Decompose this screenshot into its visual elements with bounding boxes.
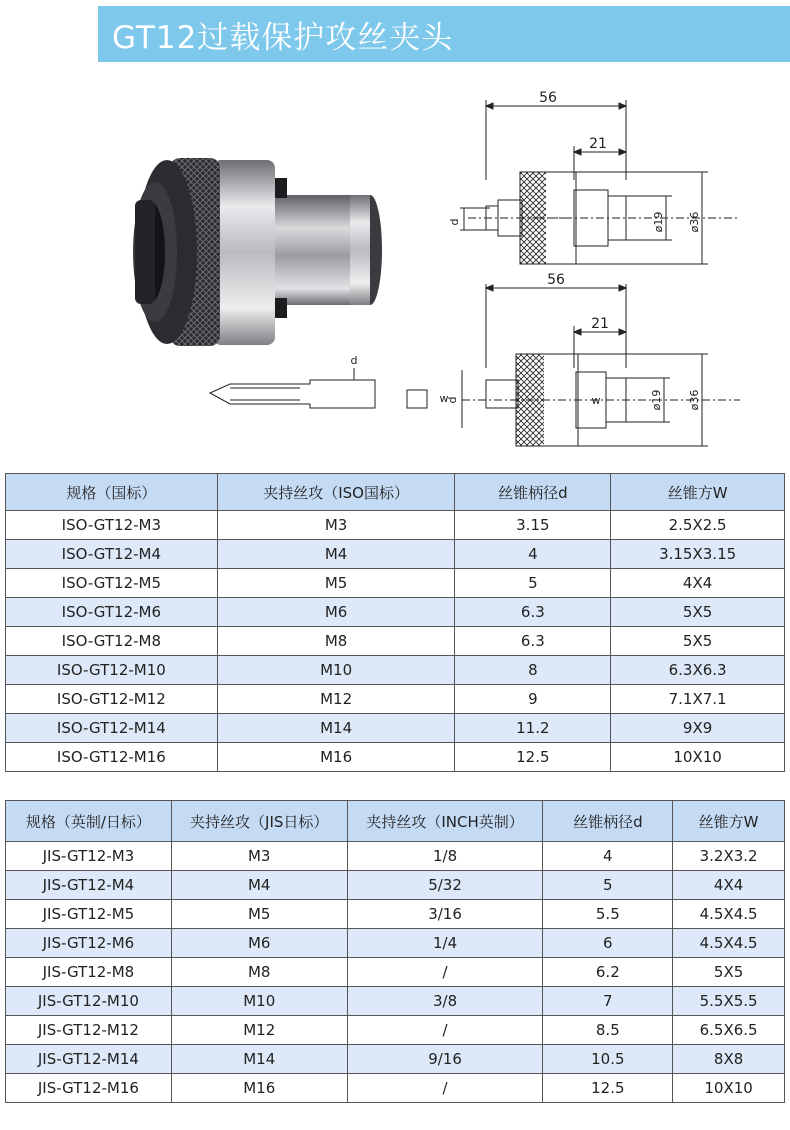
table-cell: 5.5X5.5 <box>673 987 785 1016</box>
table-cell: M12 <box>217 685 455 714</box>
table-cell: 10X10 <box>673 1074 785 1103</box>
table-cell: M14 <box>171 1045 347 1074</box>
table-cell: 8 <box>455 656 611 685</box>
table-row <box>6 569 785 598</box>
table-cell: 1/8 <box>347 842 543 871</box>
table-cell: 6.5X6.5 <box>673 1016 785 1045</box>
bottom-d-label: d <box>446 396 459 404</box>
tap-d-label: d <box>350 354 358 367</box>
table-cell: 3/8 <box>347 987 543 1016</box>
table-cell: JIS-GT12-M4 <box>6 871 172 900</box>
top-length-label: 56 <box>539 90 557 106</box>
table-cell: JIS-GT12-M5 <box>6 900 172 929</box>
table-row <box>6 987 785 1016</box>
table-cell: ISO-GT12-M5 <box>6 569 218 598</box>
table-cell: 11.2 <box>455 714 611 743</box>
table-cell: M6 <box>171 929 347 958</box>
table-cell: M12 <box>171 1016 347 1045</box>
table-cell: 6.3 <box>455 627 611 656</box>
table-cell: M3 <box>217 511 455 540</box>
table-row <box>6 511 785 540</box>
bottom-dimension-drawing <box>200 268 760 468</box>
table-row <box>6 685 785 714</box>
table-row <box>6 1074 785 1103</box>
bottom-dia-small-label: ø19 <box>650 389 663 411</box>
table-row <box>6 714 785 743</box>
table-cell: 5.5 <box>543 900 673 929</box>
bottom-length-label: 56 <box>547 272 565 288</box>
table-cell: M10 <box>217 656 455 685</box>
table-cell: ISO-GT12-M8 <box>6 627 218 656</box>
table-cell: 4X4 <box>611 569 785 598</box>
table-cell: 5/32 <box>347 871 543 900</box>
table-cell: 4 <box>455 540 611 569</box>
table-cell: JIS-GT12-M3 <box>6 842 172 871</box>
table-cell: ISO-GT12-M10 <box>6 656 218 685</box>
table-cell: / <box>347 1016 543 1045</box>
top-dimension-drawing <box>440 80 760 280</box>
bottom-w-label: w <box>591 394 601 407</box>
table-row <box>6 627 785 656</box>
table1-header-shank: 丝锥柄径d <box>455 474 611 511</box>
table-row <box>6 842 785 871</box>
bottom-shank-label: 21 <box>591 316 609 332</box>
table-row <box>6 929 785 958</box>
table-cell: 10X10 <box>611 743 785 772</box>
table-cell: / <box>347 958 543 987</box>
page-title: GT12过载保护攻丝夹头 <box>112 19 454 56</box>
iso-spec-table <box>5 473 785 772</box>
table-row <box>6 540 785 569</box>
table-row <box>6 656 785 685</box>
table-cell: 3.15X3.15 <box>611 540 785 569</box>
table-cell: ISO-GT12-M6 <box>6 598 218 627</box>
table-cell: 5X5 <box>673 958 785 987</box>
table-cell: 3.15 <box>455 511 611 540</box>
table-cell: 4.5X4.5 <box>673 929 785 958</box>
table1-header-tap: 夹持丝攻（ISO国标） <box>217 474 455 511</box>
table-cell: M4 <box>217 540 455 569</box>
table-cell: 12.5 <box>543 1074 673 1103</box>
table-cell: 10.5 <box>543 1045 673 1074</box>
top-dia-small-label: ø19 <box>652 211 665 233</box>
table-cell: ISO-GT12-M14 <box>6 714 218 743</box>
table-row <box>6 598 785 627</box>
table-cell: 9/16 <box>347 1045 543 1074</box>
table-cell: 8X8 <box>673 1045 785 1074</box>
table-row <box>6 958 785 987</box>
top-d-label: d <box>448 218 461 226</box>
table-cell: JIS-GT12-M8 <box>6 958 172 987</box>
table-cell: ISO-GT12-M4 <box>6 540 218 569</box>
table-cell: M6 <box>217 598 455 627</box>
table-cell: 5X5 <box>611 598 785 627</box>
table-cell: 9 <box>455 685 611 714</box>
title-banner <box>98 6 790 62</box>
table-cell: M3 <box>171 842 347 871</box>
table-cell: M10 <box>171 987 347 1016</box>
table-cell: 9X9 <box>611 714 785 743</box>
table-cell: M14 <box>217 714 455 743</box>
table2-header-jis-tap: 夹持丝攻（JIS日标） <box>171 801 347 842</box>
table-cell: 5 <box>455 569 611 598</box>
table-row <box>6 871 785 900</box>
table-row <box>6 743 785 772</box>
table-cell: ISO-GT12-M3 <box>6 511 218 540</box>
table-row <box>6 900 785 929</box>
top-dia-large-label: ø36 <box>688 211 701 233</box>
table-cell: JIS-GT12-M10 <box>6 987 172 1016</box>
table-cell: M4 <box>171 871 347 900</box>
table-cell: 3.2X3.2 <box>673 842 785 871</box>
table-cell: 1/4 <box>347 929 543 958</box>
table-cell: 3/16 <box>347 900 543 929</box>
table-row <box>6 1045 785 1074</box>
table-cell: M16 <box>217 743 455 772</box>
table-cell: JIS-GT12-M16 <box>6 1074 172 1103</box>
table-cell: ISO-GT12-M12 <box>6 685 218 714</box>
top-shank-label: 21 <box>589 136 607 152</box>
table-cell: / <box>347 1074 543 1103</box>
table-cell: 2.5X2.5 <box>611 511 785 540</box>
table-cell: 7.1X7.1 <box>611 685 785 714</box>
table-cell: JIS-GT12-M12 <box>6 1016 172 1045</box>
table-cell: M8 <box>171 958 347 987</box>
tap-w-label: w <box>439 392 449 405</box>
table-cell: M16 <box>171 1074 347 1103</box>
table-cell: JIS-GT12-M6 <box>6 929 172 958</box>
bottom-dia-large-label: ø36 <box>688 389 701 411</box>
jis-inch-spec-table <box>5 800 785 1103</box>
table-cell: 5X5 <box>611 627 785 656</box>
table-row <box>6 1016 785 1045</box>
table-cell: 6.2 <box>543 958 673 987</box>
table2-header-square: 丝锥方W <box>673 801 785 842</box>
table-cell: 6 <box>543 929 673 958</box>
table2-header-spec: 规格（英制/日标） <box>6 801 172 842</box>
table-cell: M5 <box>171 900 347 929</box>
table-cell: ISO-GT12-M16 <box>6 743 218 772</box>
table1-header-square: 丝锥方W <box>611 474 785 511</box>
table-cell: 8.5 <box>543 1016 673 1045</box>
table-cell: 4 <box>543 842 673 871</box>
table-cell: 6.3X6.3 <box>611 656 785 685</box>
table-cell: JIS-GT12-M14 <box>6 1045 172 1074</box>
table-cell: 6.3 <box>455 598 611 627</box>
table1-header-spec: 规格（国标） <box>6 474 218 511</box>
table-cell: 4X4 <box>673 871 785 900</box>
table2-header-shank: 丝锥柄径d <box>543 801 673 842</box>
table-cell: 12.5 <box>455 743 611 772</box>
table-cell: M8 <box>217 627 455 656</box>
table-cell: 7 <box>543 987 673 1016</box>
table-cell: M5 <box>217 569 455 598</box>
table-cell: 5 <box>543 871 673 900</box>
table2-header-inch-tap: 夹持丝攻（INCH英制） <box>347 801 543 842</box>
table-cell: 4.5X4.5 <box>673 900 785 929</box>
